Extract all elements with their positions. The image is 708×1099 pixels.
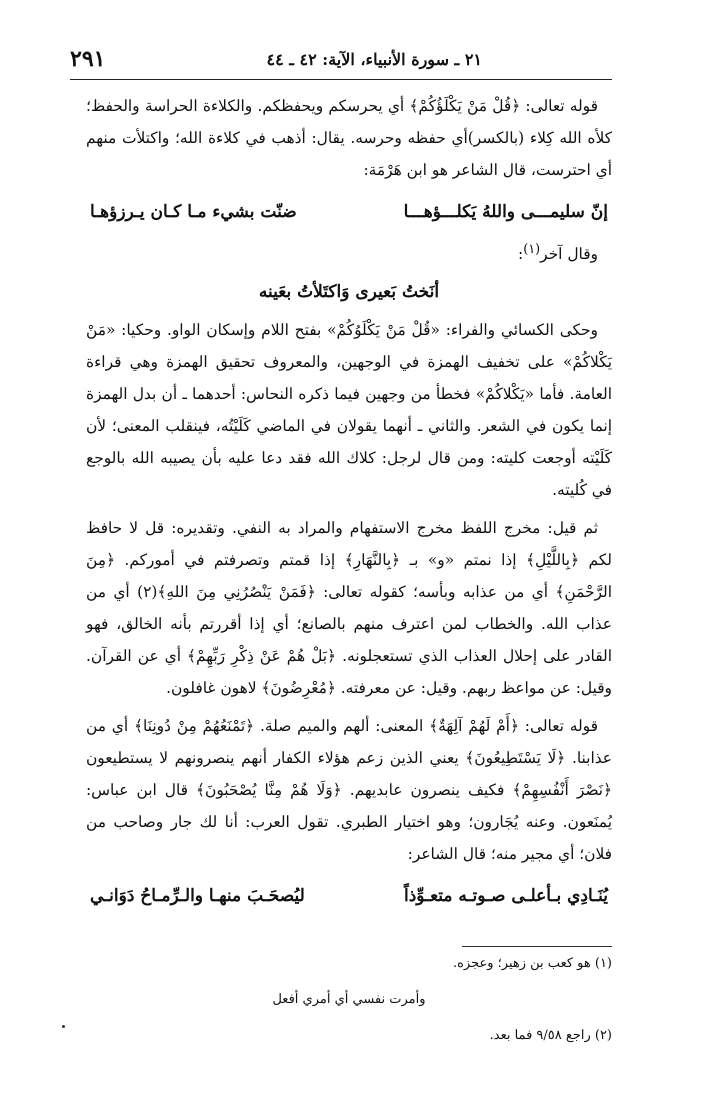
verse-3-first-hemistich: يُنَـادِي بـأعلـى صـوتـه متعـوِّذاً [404,886,608,907]
verse-1-second-hemistich: ضنّت بشيء مـا كـان يـرزؤهـا [90,202,297,222]
poem-verse-3 [90,880,608,912]
poem-verse-2: أنَختُ بَعيرى وَاكتَلأتُ بعَينه [258,282,440,303]
paragraph-4: قوله تعالى: ﴿أَمْ لَهُمْ آلِهَةٌ﴾ المعنى: ألهم والميم صلة. ﴿تَمْنَعُهُمْ مِنْ دُونِنَا﴾ أي من عذابنا. ﴿لَا يَسْتَطِيعُونَ﴾ يعني الذين زعم هؤلاء الكفار أنهم ينصرونهم لا يستطيعون ﴿نَصْرَ أَنْفُسِهِمْ﴾ فكيف ينصرون عابديهم. ﴿وَلَا هُمْ مِنَّا يُصْحَبُونَ﴾ قال ابن عباس: يُمنَعون. وعنه يُجَارون؛ وهو اختيار الطبري. تقول العرب: أنا لك جار وصاحب من فلان؛ أي مجير منه؛ قال الشاعر: [86,717,612,864]
footnote-1: (١) هو كعب بن زهير؛ وعجزه. [452,956,612,971]
other-poet-line: وقال آخر$^{(١)}$: [518,242,598,264]
running-head: ٢١ ـ سورة الأنبياء، الآية: ٤٢ ـ ٤٤ [266,50,482,69]
paragraph-3: ثم قيل: مخرج اللفظ مخرج الاستفهام والمراد به النفي. وتقديره: قل لا حافظ لكم ﴿بِاللَّيْلِ﴾ إذا نمتم «و» بـ ﴿بِالنَّهَارِ﴾ إذا قمتم وتصرفتم في أموركم. ﴿مِنَ الرَّحْمَنِ﴾ أي من عذابه وبأسه؛ كقوله تعالى: ﴿فَمَنْ يَنْصُرُنِي مِنَ اللهِ﴾(٢) أي من عذاب الله. والخطاب لمن اعترف منهم بالصانع؛ أي إذا أقررتم بأنه الخالق، فهو القادر على إحلال العذاب الذي تستعجلونه. ﴿بَلْ هُمْ عَنْ ذِكْرِ رَبِّهِمْ﴾ أي عن القرآن. وقيل: عن مواعظ ربهم. وقيل: عن معرفته. ﴿مُعْرِضُونَ﴾ لاهون غافلون. [86,519,613,698]
page-header [70,46,612,80]
page-mark [62,1025,65,1028]
paragraph-2: وحكى الكسائي والفراء: «قُلْ مَنْ يَكْلَوُكُمْ» بفتح اللام وإسكان الواو. وحكيا: «مَنْ يَكْلاكُمْ» على تخفيف الهمزة في الوجهين، والمعروف تحقيق الهمزة وهي قراءة العامة. فأما «يَكْلاكُمْ» فخطأ من وجهين فيما ذكره النحاس: أحدهما ـ أن بدل الهمزة إنما يكون في الشعر. والثاني ـ أنهما يقولان في الماضي كَلَيْتُه، فينقلب المعنى؛ لأن كَلَيْته أوجعت كليته: ومن قال لرجل: كلاك الله فقد دعا عليه بأن يصيبه الله بالوجع في كُليته. [86,321,612,500]
verse-3-second-hemistich: ليُصحَـبَ منهـا والـرِّمـاحُ دَوَانـي [90,886,305,907]
footnote-separator [462,946,612,947]
footnote-1-verse: وأمرت نفسي أي أمري أفعل [272,992,426,1007]
footnote-2: (٢) راجع ٩/٥٨ فما بعد. [489,1028,612,1043]
other-poet-text: وقال آخر [540,245,598,264]
paragraph-1: قوله تعالى: ﴿قُلْ مَنْ يَكْلَؤُكُمْ﴾ أي يحرسكم ويحفظكم. والكلاءة الحراسة والحفظ؛ كلأه الله كِلاء (بالكسر)أي حفظه وحرسه. يقال: أذهب في كلاءة الله؛ واكتلأت منهم أي احترست، قال الشاعر هو ابن هَرْمَة: [86,97,612,179]
main-text [86,90,612,918]
footnotes [86,946,612,1047]
footnote-ref-1: (١) [523,242,541,257]
verse-1-first-hemistich: إنّ سليمـــى واللهُ يَكلـــؤهـــا [403,202,608,222]
page-number: ٢٩١ [70,46,106,72]
poem-verse-1 [90,196,608,228]
